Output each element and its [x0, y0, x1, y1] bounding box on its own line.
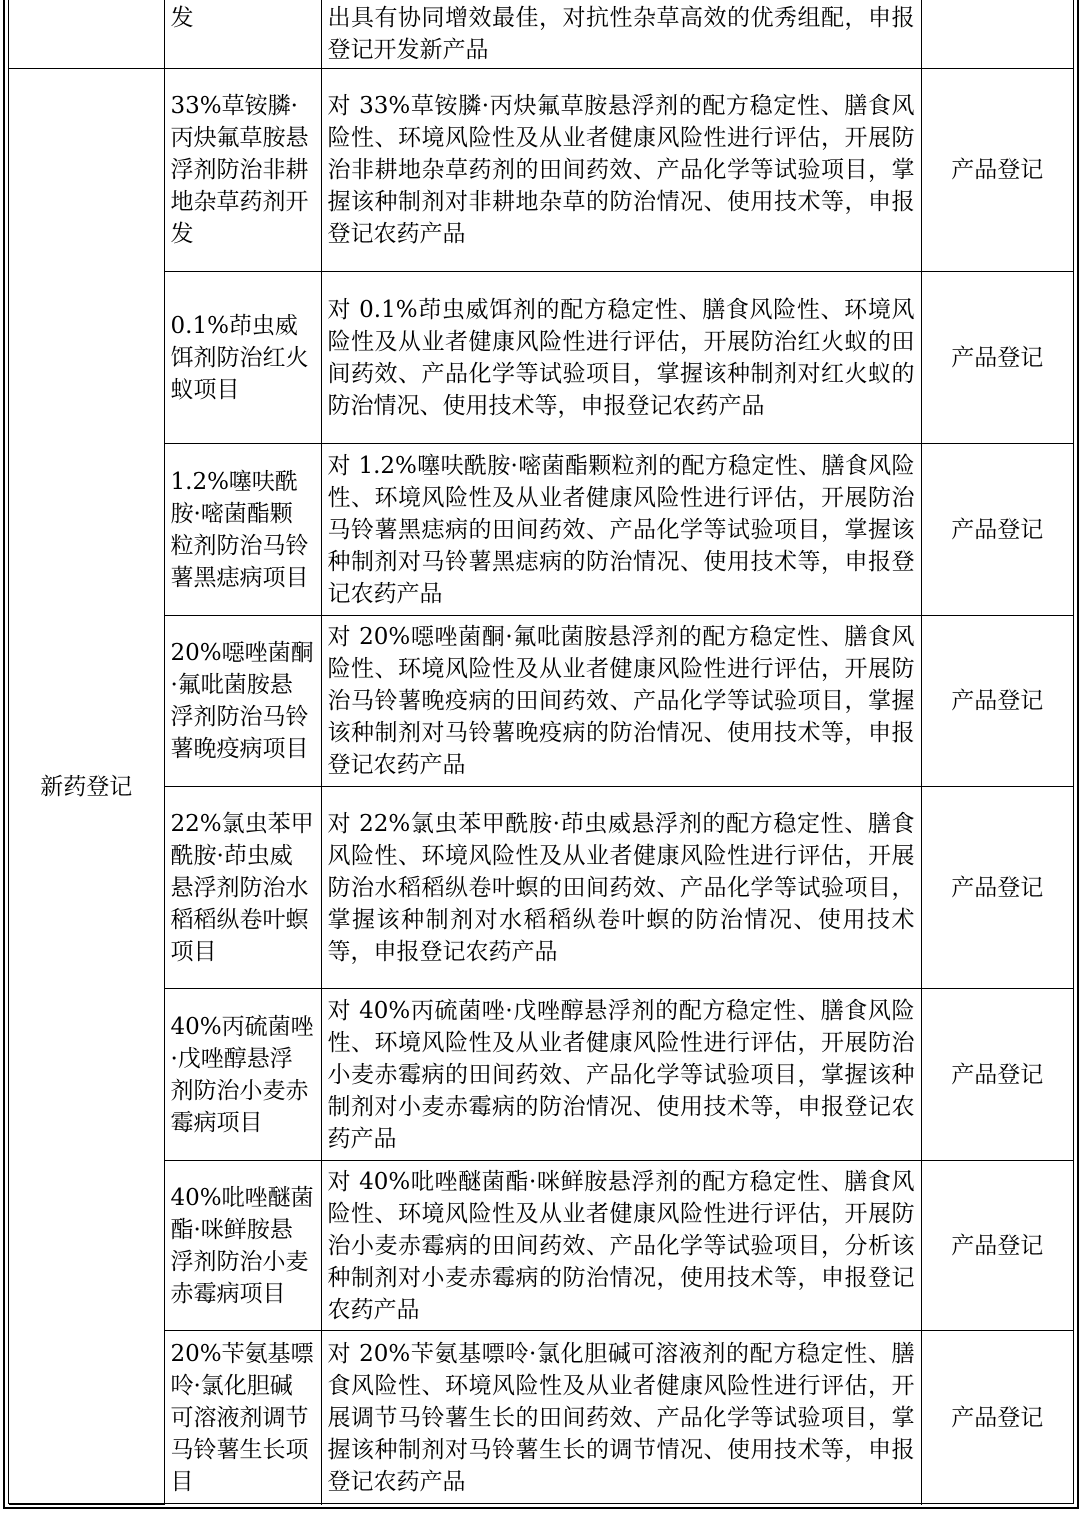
- project-desc-cell: 对 1.2%噻呋酰胺·嘧菌酯颗粒剂的配方稳定性、膳食风险性、环境风险性及从业者健康风险性进行评估，开展防治马铃薯黑痣病的田间药效、产品化学等试验项目，掌握该种制剂对马铃薯黑痣病的防治情况、使用技术等，申报登记农药产品: [321, 444, 921, 616]
- project-desc-cell: 对 40%丙硫菌唑·戊唑醇悬浮剂的配方稳定性、膳食风险性、环境风险性及从业者健康风险性进行评估，开展防治小麦赤霉病的田间药效、产品化学等试验项目，掌握该种制剂对小麦赤霉病的防治情况、使用技术等，申报登记农药产品: [321, 989, 921, 1161]
- table-row-continued: [9, 0, 1073, 69]
- project-desc-cell: 对 20%苄氨基嘌呤·氯化胆碱可溶液剂的配方稳定性、膳食风险性、环境风险性及从业者健康风险性进行评估，开展调节马铃薯生长的田间药效、产品化学等试验项目，掌握该种制剂对马铃薯生长的调节情况、使用技术等，申报登记农药产品: [321, 1331, 921, 1505]
- project-name-cell: 22%氯虫苯甲酰胺·茚虫威悬浮剂防治水稻稻纵卷叶螟项目: [164, 787, 321, 989]
- project-name-cell: 20%苄氨基嘌呤·氯化胆碱可溶液剂调节马铃薯生长项目: [164, 1331, 321, 1505]
- project-name-cell: 1.2%噻呋酰胺·嘧菌酯颗粒剂防治马铃薯黑痣病项目: [164, 444, 321, 616]
- inner-border-right: [1073, 0, 1074, 1504]
- project-desc-cell: 对 0.1%茚虫威饵剂的配方稳定性、膳食风险性、环境风险性及从业者健康风险性进行评估，开展防治红火蚁的田间药效、产品化学等试验项目，掌握该种制剂对红火蚁的防治情况、使用技术等，申报登记农药产品: [321, 272, 921, 444]
- project-name-cell: 20%噁唑菌酮·氟吡菌胺悬浮剂防治马铃薯晚疫病项目: [164, 616, 321, 787]
- project-desc-cell: 出具有协同增效最佳，对抗性杂草高效的优秀组配，申报登记开发新产品: [321, 0, 921, 69]
- project-name-cell: 40%丙硫菌唑·戊唑醇悬浮剂防治小麦赤霉病项目: [164, 989, 321, 1161]
- registration-type-cell: 产品登记: [921, 989, 1073, 1161]
- outer-border-right: [1077, 0, 1079, 1508]
- outer-border-left: [3, 0, 5, 1508]
- table-row: [9, 787, 1073, 989]
- registration-type-cell: [921, 0, 1073, 69]
- registration-type-cell: 产品登记: [921, 272, 1073, 444]
- registration-type-cell: 产品登记: [921, 1331, 1073, 1505]
- table-row: [9, 1331, 1073, 1505]
- project-name-cell: 33%草铵膦·丙炔氟草胺悬浮剂防治非耕地杂草药剂开发: [164, 69, 321, 272]
- registration-type-cell: 产品登记: [921, 444, 1073, 616]
- project-name-cell: 40%吡唑醚菌酯·咪鲜胺悬浮剂防治小麦赤霉病项目: [164, 1161, 321, 1331]
- registration-type-cell: 产品登记: [921, 69, 1073, 272]
- registration-type-cell: 产品登记: [921, 1161, 1073, 1331]
- category-cell: 新药登记: [9, 69, 164, 1505]
- table-row: [9, 69, 1073, 272]
- table-row: [9, 1161, 1073, 1331]
- table-row: [9, 444, 1073, 616]
- registration-table: [9, 0, 1073, 1505]
- project-name-cell: 发: [164, 0, 321, 69]
- table-row: [9, 989, 1073, 1161]
- category-cell-empty: [9, 0, 164, 69]
- outer-border-bottom: [3, 1507, 1079, 1509]
- project-desc-cell: 对 20%噁唑菌酮·氟吡菌胺悬浮剂的配方稳定性、膳食风险性、环境风险性及从业者健康风险性进行评估，开展防治马铃薯晚疫病的田间药效、产品化学等试验项目，掌握该种制剂对马铃薯晚疫病的防治情况、使用技术等，申报登记农药产品: [321, 616, 921, 787]
- registration-type-cell: 产品登记: [921, 787, 1073, 989]
- project-desc-cell: 对 22%氯虫苯甲酰胺·茚虫威悬浮剂的配方稳定性、膳食风险性、环境风险性及从业者健康风险性进行评估，开展防治水稻稻纵卷叶螟的田间药效、产品化学等试验项目，掌握该种制剂对水稻稻纵卷叶螟的防治情况、使用技术等，申报登记农药产品: [321, 787, 921, 989]
- project-desc-cell: 对 40%吡唑醚菌酯·咪鲜胺悬浮剂的配方稳定性、膳食风险性、环境风险性及从业者健康风险性进行评估，开展防治小麦赤霉病的田间药效、产品化学等试验项目，分析该种制剂对小麦赤霉病的防治情况，使用技术等，申报登记农药产品: [321, 1161, 921, 1331]
- table-row: [9, 616, 1073, 787]
- project-name-cell: 0.1%茚虫威饵剂防治红火蚁项目: [164, 272, 321, 444]
- project-desc-cell: 对 33%草铵膦·丙炔氟草胺悬浮剂的配方稳定性、膳食风险性、环境风险性及从业者健康风险性进行评估，开展防治非耕地杂草药剂的田间药效、产品化学等试验项目，掌握该种制剂对非耕地杂草的防治情况、使用技术等，申报登记农药产品: [321, 69, 921, 272]
- table-row: [9, 272, 1073, 444]
- registration-type-cell: 产品登记: [921, 616, 1073, 787]
